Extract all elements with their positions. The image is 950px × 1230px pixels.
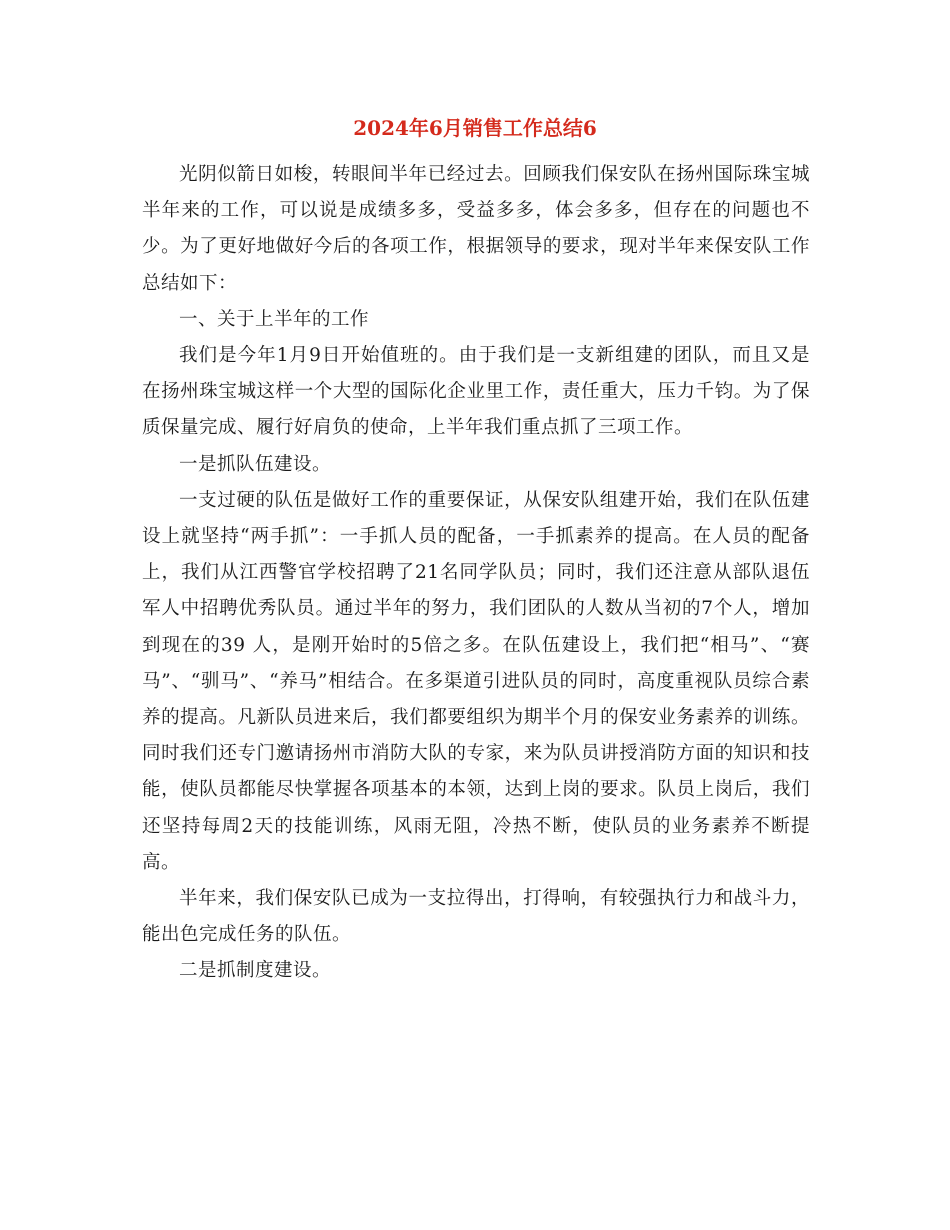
paragraph-half-year-result: 半年来，我们保安队已成为一支拉得出，打得响，有较强执行力和战斗力，能出色完成任务的队伍。	[142, 888, 810, 946]
section-heading-first-half-work: 一、关于上半年的工作	[179, 308, 370, 330]
paragraph-start-duty: 我们是今年1月9日开始值班的。由于我们是一支新组建的团队，而且又是在扬州珠宝城这样一个大型的国际化企业里工作，责任重大，压力千钧。为了保质保量完成、履行好肩负的使命，上半年我们重点抓了三项工作。	[142, 345, 810, 439]
subheading-system-building: 二是抓制度建设。	[179, 960, 332, 982]
paragraph-team-building: 一支过硬的队伍是做好工作的重要保证，从保安队组建开始，我们在队伍建设上就坚持“两手抓”：一手抓人员的配备，一手抓素养的提高。在人员的配备上，我们从江西警官学校招聘了21名同学队员；同时，我们还注意从部队退伍军人中招聘优秀队员。通过半年的努力，我们团队的人数从当初的7个人，增加到现在的39 人，是刚开始时的5倍之多。在队伍建设上，我们把“相马”、“赛马”、“驯马”、“养马”相结合。在多渠道引进队员的同时，高度重视队员综合素养的提高。凡新队员进来后，我们都要组织为期半个月的保安业务素养的训练。同时我们还专门邀请扬州市消防大队的专家，来为队员讲授消防方面的知识和技能，使队员都能尽快掌握各项基本的本领，达到上岗的要求。队员上岗后，我们还坚持每周2天的技能训练，风雨无阻，冷热不断，使队员的业务素养不断提高。	[142, 489, 810, 873]
document-body	[142, 157, 810, 990]
subheading-team-building: 一是抓队伍建设。	[179, 453, 332, 475]
document-title: 2024年6月销售工作总结6	[353, 116, 597, 140]
paragraph-intro: 光阴似箭日如梭，转眼间半年已经过去。回顾我们保安队在扬州国际珠宝城半年来的工作，可以说是成绩多多，受益多多，体会多多，但存在的问题也不少。为了更好地做好今后的各项工作，根据领导的要求，现对半年来保安队工作总结如下：	[142, 164, 810, 294]
